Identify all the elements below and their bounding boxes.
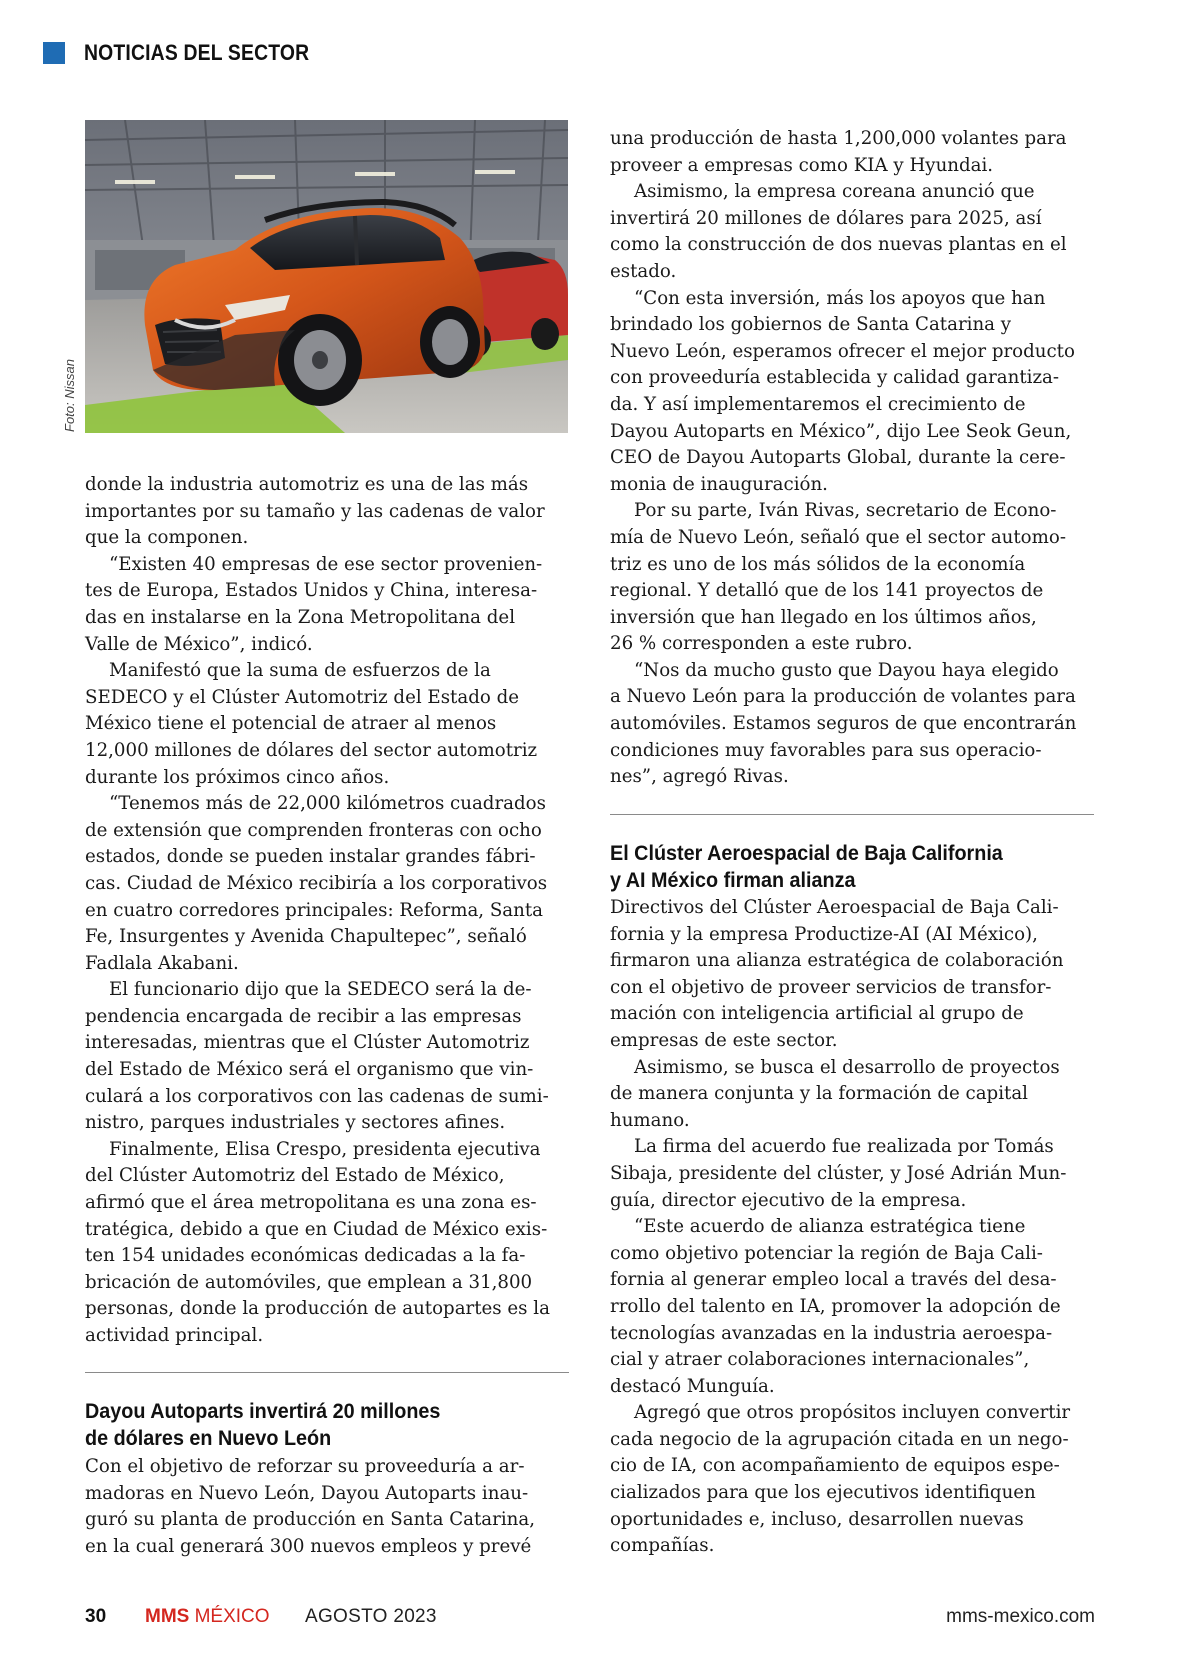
body-text-line: Sibaja, presidente del clúster, y José Adrián Mun- [610,1162,1067,1184]
magazine-brand [145,1606,270,1628]
body-text-line: El funcionario dijo que la SEDECO será la de- [109,979,532,1001]
body-text-line: nistro, parques industriales y sectores afines. [85,1112,506,1134]
body-text-line: en cuatro corredores principales: Reforma, Santa [85,899,544,921]
body-text-line: Manifestó que la suma de esfuerzos de la [109,660,491,682]
body-text-line: tes de Europa, Estados Unidos y China, interesa- [85,580,538,602]
car-factory-image [85,120,568,433]
body-text-line: oportunidades e, incluso, desarrollen nuevas [610,1508,1024,1530]
body-text-line: actividad principal. [85,1325,264,1346]
body-text-line: como la construcción de dos nuevas plantas en el [610,234,1067,256]
body-text-line: “Tenemos más de 22,000 kilómetros cuadrados [109,793,546,815]
body-text-line: “Con esta inversión, más los apoyos que han [634,287,1046,309]
website-link[interactable]: mms-mexico.com [946,1606,1095,1627]
body-text-line: mación con inteligencia artificial al grupo de [610,1003,1024,1025]
body-text-line: “Existen 40 empresas de ese sector provenien- [109,553,543,575]
body-text-line: proveer a empresas como KIA y Hyundai. [610,154,994,176]
body-text-line: México tiene el potencial de atraer al menos [85,713,497,735]
body-text-line: cio de IA, con acompañamiento de equipos espe- [610,1455,1060,1477]
article-divider [85,1372,569,1373]
body-text-line: guró su planta de producción en Santa Catarina, [85,1509,535,1531]
body-text-line: Finalmente, Elisa Crespo, presidenta ejecutiva [109,1138,541,1160]
left-column [85,472,569,1350]
body-text-line: Agregó que otros propósitos incluyen convertir [634,1402,1071,1424]
body-text-line: Directivos del Clúster Aeroespacial de Baja Cali- [610,897,1059,918]
body-text-line: cializados para que los ejecutivos identifiquen [610,1482,1036,1504]
body-text-line: tecnologías avanzadas en la industria aeroespa- [610,1322,1053,1344]
aero-headline [610,840,1003,894]
body-text-line: compañías. [610,1535,715,1557]
section-header [43,38,340,68]
aero-headline-line-1: El Clúster Aeroespacial de Baja California [610,841,1003,865]
body-text-line: das en instalarse en la Zona Metropolitana del [85,606,516,628]
body-text-line: nes”, agregó Rivas. [610,766,789,788]
body-text-line: Con el objetivo de reforzar su proveeduría a ar- [85,1456,525,1477]
body-text-line: cial y atraer colaboraciones internacionales”, [610,1349,1030,1371]
body-text-line: mía de Nuevo León, señaló que el sector automo- [610,526,1066,548]
body-text-line: fornia al generar empleo local a través del desa- [610,1269,1057,1291]
body-text-line: automóviles. Estamos seguros de que encontrarán [610,713,1077,735]
body-text-line: Valle de México”, indicó. [85,633,313,655]
body-text-line: culará a los corporativos con las cadenas de sumi- [85,1085,549,1107]
section-marker [43,42,65,64]
body-text-line: cada negocio de la agrupación citada en un nego- [610,1428,1069,1450]
body-text-line: condiciones muy favorables para sus operacio- [610,739,1042,761]
body-text-line: con el objetivo de proveer servicios de transfor- [610,976,1052,998]
body-text-line: Nuevo León, esperamos ofrecer el mejor producto [610,340,1075,362]
aero-headline-line-2: y AI México firman alianza [610,868,856,892]
body-text-line: como objetivo potenciar la región de Baja Cali- [610,1242,1043,1264]
body-text-line: 12,000 millones de dólares del sector automotriz [85,739,538,761]
body-text-line: bricación de automóviles, que emplean a 31,800 [85,1271,533,1293]
body-text-line: triz es uno de los más sólidos de la economía [610,553,1026,575]
body-text-line: brindado los gobiernos de Santa Catarina y [610,314,1012,336]
body-text-line: regional. Y detalló que de los 141 proyectos de [610,580,1044,602]
body-text-line: humano. [610,1109,690,1131]
body-text-line: “Este acuerdo de alianza estratégica tiene [634,1216,1026,1238]
body-text-line: “Nos da mucho gusto que Dayou haya elegido [634,659,1059,681]
body-text-line: de extensión que comprenden fronteras con ocho [85,819,542,841]
right-column [610,126,1094,791]
body-text-line: fornia y la empresa Productize-AI (AI México), [610,923,1038,945]
article-divider-right [610,814,1094,815]
issue-date: AGOSTO 2023 [305,1606,437,1627]
body-text-line: Por su parte, Iván Rivas, secretario de Econo- [634,500,1057,522]
body-text-line: con proveeduría establecida y calidad garantiza- [610,367,1060,389]
body-text-line: empresas de este sector. [610,1029,838,1051]
body-text-line: estado. [610,260,677,282]
brand-mexico: MÉXICO [194,1606,270,1627]
body-text-line: interesadas, mientras que el Clúster Automotriz [85,1032,530,1054]
aero-body [610,895,1094,1560]
body-text-line: Asimismo, se busca el desarrollo de proyectos [634,1056,1060,1078]
body-text-line: a Nuevo León para la producción de volantes para [610,686,1076,708]
body-text-line: inversión que han llegado en los últimos años, [610,606,1037,628]
body-text-line: La firma del acuerdo fue realizada por Tomás [634,1136,1054,1158]
body-text-line: da. Y así implementaremos el crecimiento de [610,393,1026,415]
body-text-line: monia de inauguración. [610,473,828,495]
body-text-line: pendencia encargada de recibir a las empresas [85,1005,522,1027]
body-text-line: 26 % corresponden a este rubro. [610,633,913,655]
photo-credit: Foto: Nissan [62,359,77,432]
page-number: 30 [85,1606,107,1627]
body-text-line: importantes por su tamaño y las cadenas de valor [85,500,545,522]
body-text-line: que la componen. [85,527,249,549]
body-text-line: del Estado de México será el organismo que vin- [85,1059,534,1081]
body-text-line: tratégica, debido a que en Ciudad de México exis- [85,1218,548,1240]
dayou-headline-line-2: de dólares en Nuevo León [85,1426,332,1450]
body-text-line: rrollo del talento en IA, promover la adopción de [610,1295,1061,1317]
section-title: NOTICIAS DEL SECTOR [84,40,310,65]
body-text-line: personas, donde la producción de autopartes es la [85,1298,550,1320]
body-text-line: donde la industria automotriz es una de las más [85,474,529,495]
dayou-headline-line-1: Dayou Autoparts invertirá 20 millones [85,1399,441,1423]
body-text-line: madoras en Nuevo León, Dayou Autoparts inau- [85,1482,529,1504]
body-text-line: Fadlala Akabani. [85,952,239,974]
body-text-line: SEDECO y el Clúster Automotriz del Estado de [85,686,519,708]
body-text-line: cas. Ciudad de México recibiría a los corporativos [85,872,548,894]
body-text-line: estados, donde se pueden instalar grandes fábri- [85,846,536,868]
body-text-line: Asimismo, la empresa coreana anunció que [634,181,1035,203]
body-text-line: Dayou Autoparts en México”, dijo Lee Seok Geun, [610,420,1072,442]
body-text-line: destacó Munguía. [610,1375,775,1397]
body-text-line: ten 154 unidades económicas dedicadas a la fa- [85,1245,526,1267]
dayou-body [85,1454,569,1560]
body-text-line: afirmó que el área metropolitana es una zona es- [85,1192,537,1214]
body-text-line: en la cual generará 300 nuevos empleos y prevé [85,1535,532,1557]
body-text-line: guía, director ejecutivo de la empresa. [610,1189,967,1211]
body-text-line: de manera conjunta y la formación de capital [610,1083,1028,1105]
page-footer [85,1606,1095,1634]
body-text-line: invertirá 20 millones de dólares para 2025, así [610,207,1042,229]
body-text-line: firmaron una alianza estratégica de colaboración [610,950,1064,972]
body-text-line: durante los próximos cinco años. [85,766,390,788]
body-text-line: Fe, Insurgentes y Avenida Chapultepec”, señaló [85,926,527,948]
dayou-headline [85,1398,440,1452]
brand-mms: MMS [145,1606,190,1627]
body-text-line: del Clúster Automotriz del Estado de México, [85,1165,505,1187]
article-photo [85,120,568,433]
body-text-line: una producción de hasta 1,200,000 volantes para [610,128,1067,149]
body-text-line: CEO de Dayou Autoparts Global, durante la cere- [610,447,1066,469]
